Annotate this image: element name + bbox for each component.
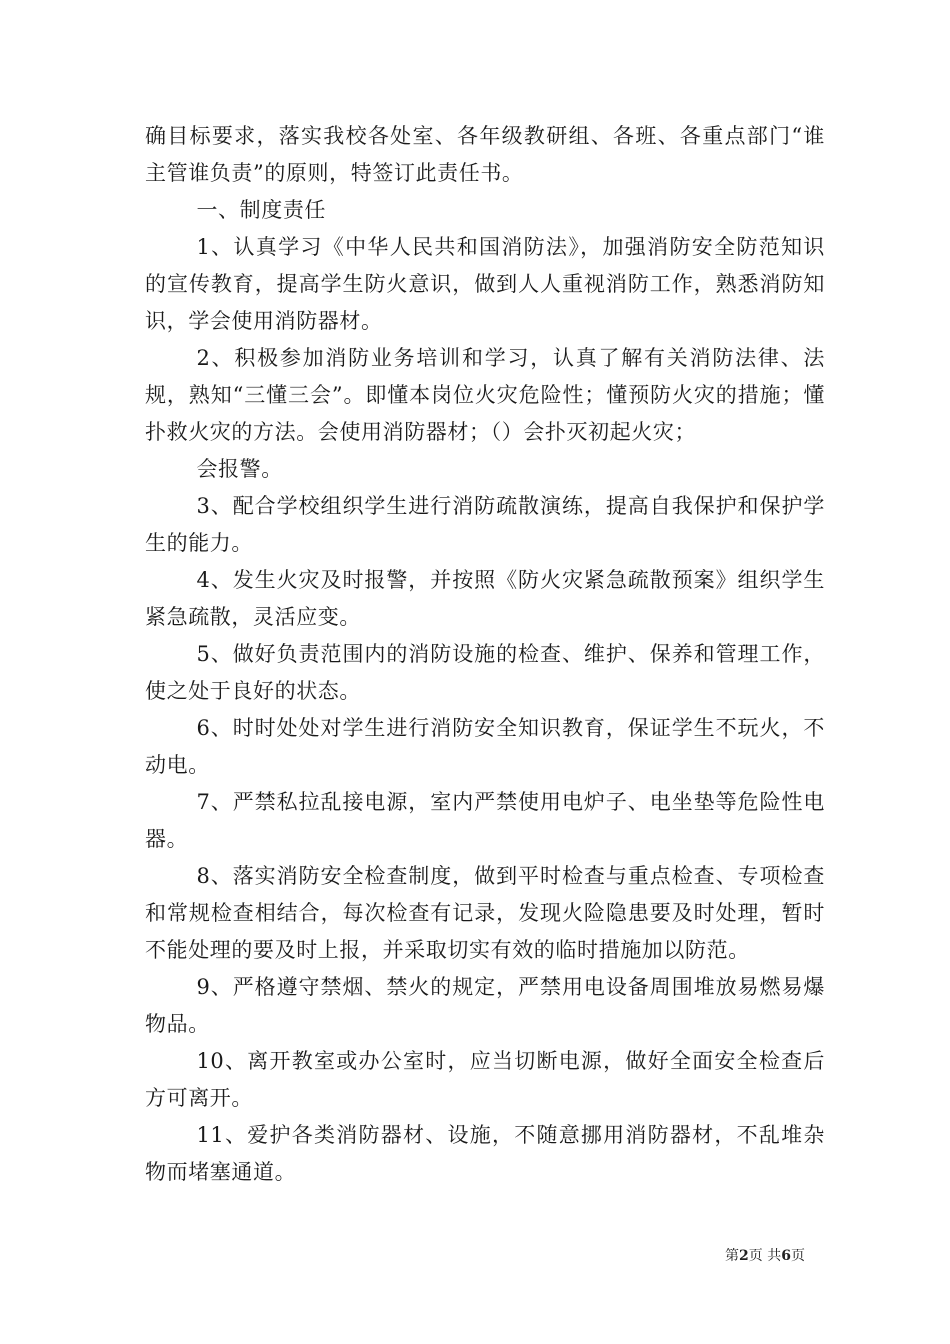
document-body [145,118,825,1191]
footer-current-page: 2 [739,1248,749,1264]
footer-total-pages: 6 [781,1248,791,1264]
paragraph-item-3: 3、配合学校组织学生进行消防疏散演练，提高自我保护和保护学生的能力。 [145,494,825,555]
paragraph-intro: 确目标要求，落实我校各处室、各年级教研组、各班、各重点部门“谁主管谁负责”的原则，特签订此责任书。 [145,124,825,185]
paragraph-item-1: 1、认真学习《中华人民共和国消防法》，加强消防安全防范知识的宣传教育，提高学生防火意识，做到人人重视消防工作，熟悉消防知识，学会使用消防器材。 [145,235,825,333]
paragraph-item-4: 4、发生火灾及时报警，并按照《防火灾紧急疏散预案》组织学生紧急疏散，灵活应变。 [145,568,825,629]
page-number-footer [725,1245,805,1265]
paragraph-item-2-continued: 会报警。 [196,457,283,481]
section-heading: 一、制度责任 [196,198,327,222]
paragraph-item-9: 9、严格遵守禁烟、禁火的规定，严禁用电设备周围堆放易燃易爆物品。 [145,975,825,1036]
paragraph-item-10: 10、离开教室或办公室时，应当切断电源，做好全面安全检查后方可离开。 [145,1049,825,1110]
footer-suffix: 页 [791,1248,805,1264]
footer-prefix: 第 [725,1248,740,1264]
paragraph-item-7: 7、严禁私拉乱接电源，室内严禁使用电炉子、电坐垫等危险性电器。 [145,790,825,851]
paragraph-item-2: 2、积极参加消防业务培训和学习，认真了解有关消防法律、法规，熟知“三懂三会”。即懂本岗位火灾危险性；懂预防火灾的措施；懂扑救火灾的方法。会使用消防器材；（）会扑灭初起火灾； [145,346,825,444]
paragraph-item-11: 11、爱护各类消防器材、设施，不随意挪用消防器材，不乱堆杂物而堵塞通道。 [145,1123,825,1184]
footer-middle: 页 共 [748,1248,782,1264]
paragraph-item-6: 6、时时处处对学生进行消防安全知识教育，保证学生不玩火，不动电。 [145,716,825,777]
paragraph-item-5: 5、做好负责范围内的消防设施的检查、维护、保养和管理工作，使之处于良好的状态。 [145,642,825,703]
paragraph-item-8: 8、落实消防安全检查制度，做到平时检查与重点检查、专项检查和常规检查相结合，每次检查有记录，发现火险隐患要及时处理，暂时不能处理的要及时上报，并采取切实有效的临时措施加以防范。 [145,864,825,962]
